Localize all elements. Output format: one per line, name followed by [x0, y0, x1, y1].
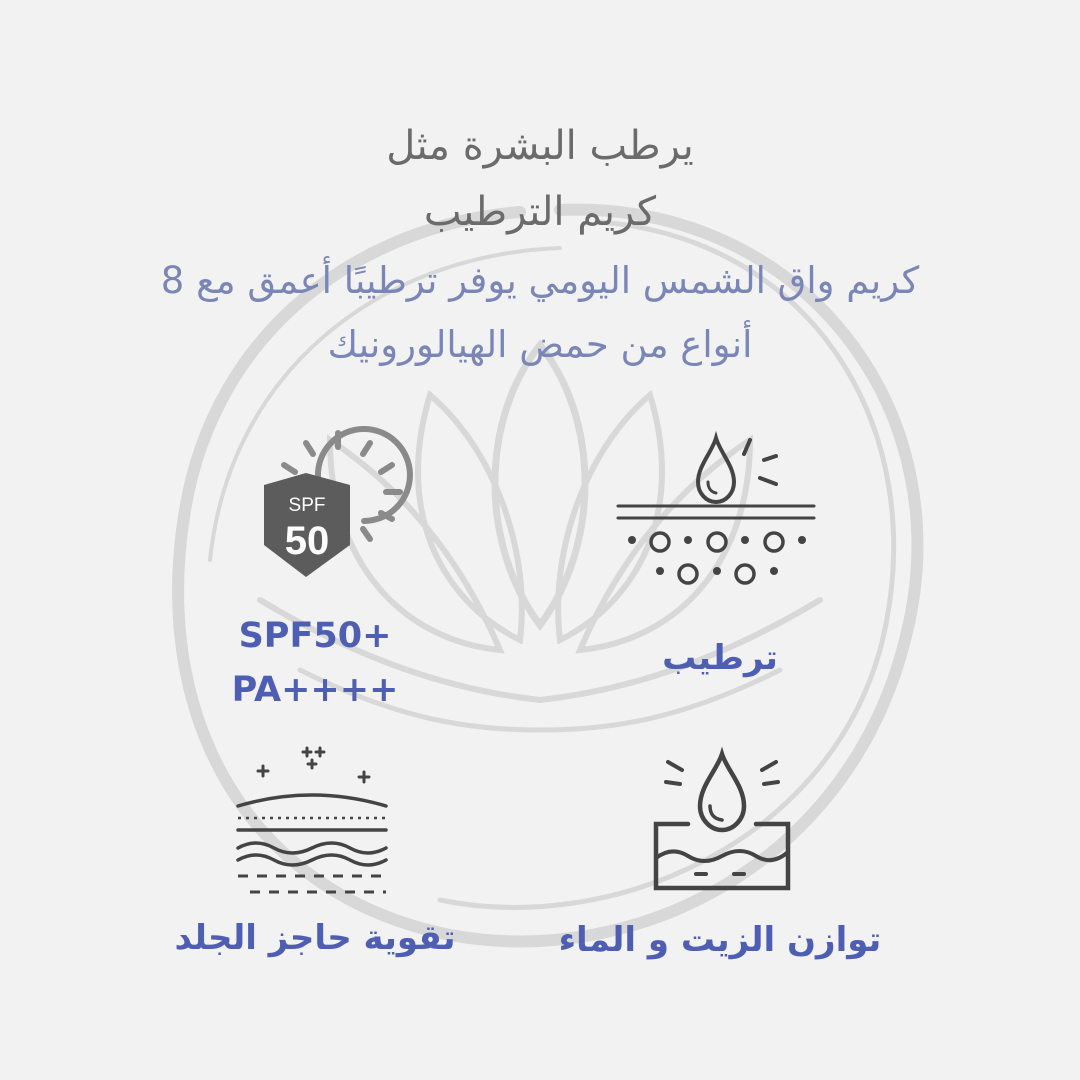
hydration-label: ترطيب [662, 638, 778, 678]
description-line-1: كريم واق الشمس اليومي يوفر ترطيبًا أعمق مع 8 [160, 259, 920, 302]
water-drop-skin-icon [614, 430, 819, 590]
oil-water-balance-icon [650, 748, 795, 896]
skin-barrier-label: تقوية حاجز الجلد [174, 918, 456, 958]
heading-line-1: يرطب البشرة مثل [386, 123, 694, 169]
spf-label-line-2: PA++++ [231, 670, 399, 710]
spf-badge-number: 50 [284, 519, 330, 563]
spf-badge-top: SPF [288, 495, 326, 516]
spf-label-line-1: SPF50+ [238, 616, 392, 656]
skin-barrier-layers-icon [230, 742, 395, 902]
heading-line-2: كريم الترطيب [423, 189, 657, 235]
description-line-2: أنواع من حمض الهيالورونيك [327, 323, 753, 366]
oil-water-balance-label: توازن الزيت و الماء [558, 920, 882, 960]
